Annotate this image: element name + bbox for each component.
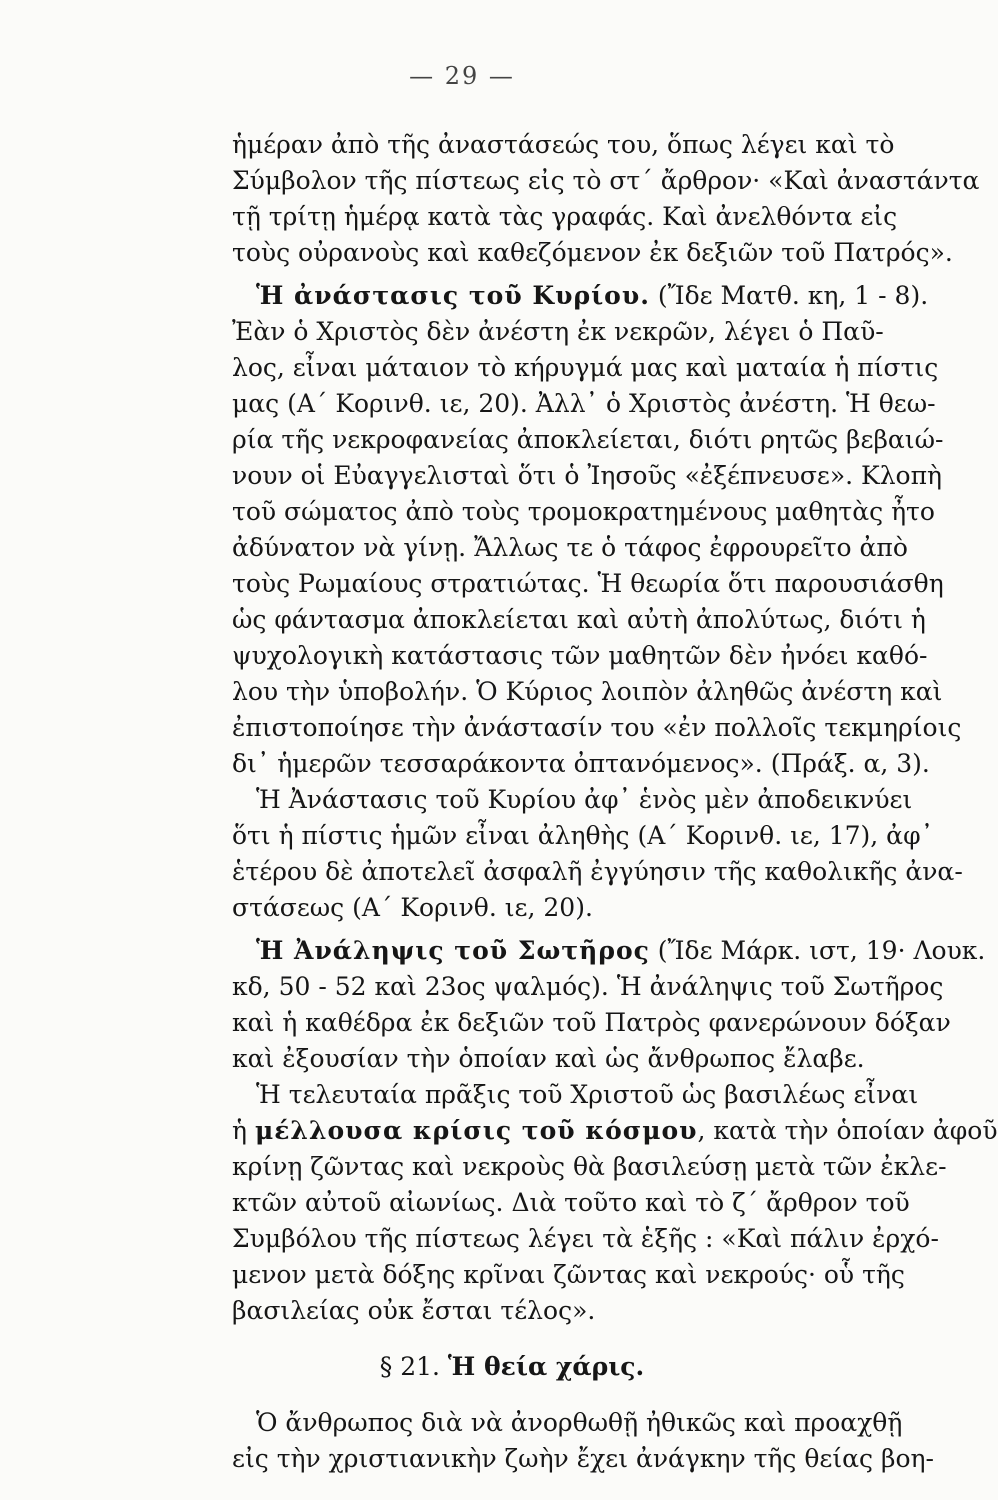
text-line: ἑτέρου δὲ ἀποτελεῖ ἀσφαλῆ ἐγγύησιν τῆς καθολικῆς ἀνα-: [232, 857, 963, 886]
text-fragment: ἡ: [232, 1116, 255, 1145]
text-line: δι᾽ ἡμερῶν τεσσαράκοντα ὀπτανόμενος». (Πράξ. α, 3).: [232, 749, 930, 778]
text-line: Ὁ ἄνθρωπος διὰ νὰ ἀνορθωθῇ ἠθικῶς καὶ προαχθῇ: [256, 1408, 903, 1437]
reference: (Ἴδε Ματθ. κη, 1 - 8).: [649, 281, 929, 310]
text-line-with-emphasis: [232, 1116, 998, 1148]
text-line: Ἡ τελευταία πρᾶξις τοῦ Χριστοῦ ὡς βασιλέως εἶναι: [256, 1080, 919, 1109]
text-line: καὶ ἡ καθέδρα ἐκ δεξιῶν τοῦ Πατρὸς φανερώνουν δόξαν: [232, 1008, 951, 1037]
text-line: στάσεως (Α΄ Κορινθ. ιε, 20).: [232, 893, 593, 922]
text-line: νουν οἱ Εὐαγγελισταὶ ὅτι ὁ Ἰησοῦς «ἐξέπνευσε». Κλοπὴ: [232, 461, 943, 490]
text-line: τοῦ σώματος ἀπὸ τοὺς τρομοκρατημένους μαθητὰς ἦτο: [232, 497, 935, 526]
heading-resurrection-line: [256, 281, 929, 313]
text-line: ὡς φάντασμα ἀποκλείεται καὶ αὐτὴ ἀπολύτως, διότι ἡ: [232, 605, 926, 634]
page-number: — 29 —: [409, 62, 515, 90]
text-line: καὶ ἐξουσίαν τὴν ὁποίαν καὶ ὡς ἄνθρωπος ἔλαβε.: [232, 1044, 865, 1073]
text-line: μενον μετὰ δόξης κρῖναι ζῶντας καὶ νεκρούς· οὗ τῆς: [232, 1260, 905, 1289]
section-number: § 21.: [379, 1352, 440, 1381]
text-line: ἀδύνατον νὰ γίνῃ. Ἄλλως τε ὁ τάφος ἐφρουρεῖτο ἀπὸ: [232, 533, 908, 562]
text-line: τοὺς οὐρανοὺς καὶ καθεζόμενον ἐκ δεξιῶν τοῦ Πατρός».: [232, 238, 953, 267]
text-line: ἡμέραν ἀπὸ τῆς ἀναστάσεώς του, ὅπως λέγει καὶ τὸ: [232, 130, 895, 159]
text-line: τῇ τρίτῃ ἡμέρᾳ κατὰ τὰς γραφάς. Καὶ ἀνελθόντα εἰς: [232, 202, 898, 231]
text-line: ὅτι ἡ πίστις ἡμῶν εἶναι ἀληθὴς (Α΄ Κορινθ. ιε, 17), ἀφ᾽: [232, 821, 934, 850]
text-line: κτῶν αὐτοῦ αἰωνίως. Διὰ τοῦτο καὶ τὸ ζ΄ ἄρθρον τοῦ: [232, 1188, 910, 1217]
text-line: ἐπιστοποίησε τὴν ἀνάστασίν του «ἐν πολλοῖς τεκμηρίοις: [232, 713, 962, 742]
text-line: κρίνῃ ζῶντας καὶ νεκροὺς θὰ βασιλεύσῃ μετὰ τῶν ἐκλε-: [232, 1152, 947, 1181]
text-fragment: , κατὰ τὴν ὁποίαν ἀφοῦ: [697, 1116, 998, 1145]
text-line: Ἐὰν ὁ Χριστὸς δὲν ἀνέστη ἐκ νεκρῶν, λέγει ὁ Παῦ-: [232, 317, 884, 346]
text-line: κδ, 50 - 52 καὶ 23ος ψαλμός). Ἡ ἀνάληψις τοῦ Σωτῆρος: [232, 972, 944, 1001]
heading-ascension-line: [256, 936, 986, 968]
text-line: ψυχολογικὴ κατάστασις τῶν μαθητῶν δὲν ἠνόει καθό-: [232, 641, 928, 670]
text-line: βασιλείας οὐκ ἔσται τέλος».: [232, 1296, 596, 1325]
emphasis-final-judgment: μέλλουσα κρίσις τοῦ κόσμου: [254, 1116, 698, 1145]
heading-resurrection: Ἡ ἀνάστασις τοῦ Κυρίου.: [256, 281, 650, 310]
text-line: Ἡ Ἀνάστασις τοῦ Κυρίου ἀφ᾽ ἑνὸς μὲν ἀποδεικνύει: [256, 785, 913, 814]
heading-ascension: Ἡ Ἀνάληψις τοῦ Σωτῆρος: [256, 936, 650, 965]
text-line: λος, εἶναι μάταιον τὸ κήρυγμά μας καὶ ματαία ἡ πίστις: [232, 353, 939, 382]
section-heading: [232, 1352, 792, 1384]
text-line: τοὺς Ρωμαίους στρατιώτας. Ἡ θεωρία ὅτι παρουσιάσθη: [232, 569, 944, 598]
text-line: λου τὴν ὑποβολήν. Ὁ Κύριος λοιπὸν ἀληθῶς ἀνέστη καὶ: [232, 677, 943, 706]
reference: (Ἴδε Μάρκ. ιστ, 19· Λουκ.: [649, 936, 986, 965]
text-line: ρία τῆς νεκροφανείας ἀποκλείεται, διότι ρητῶς βεβαιώ-: [232, 425, 944, 454]
text-line: Συμβόλου τῆς πίστεως λέγει τὰ ἑξῆς : «Καὶ πάλιν ἐρχό-: [232, 1224, 939, 1253]
text-line: μας (Α΄ Κορινθ. ιε, 20). Ἀλλ᾽ ὁ Χριστὸς ἀνέστη. Ἡ θεω-: [232, 389, 936, 418]
text-line: εἰς τὴν χριστιανικὴν ζωὴν ἔχει ἀνάγκην τῆς θείας βοη-: [232, 1444, 934, 1473]
section-title: Ἡ θεία χάρις.: [447, 1352, 645, 1381]
text-line: Σύμβολον τῆς πίστεως εἰς τὸ στ΄ ἄρθρον· «Καὶ ἀναστάντα: [232, 166, 980, 195]
